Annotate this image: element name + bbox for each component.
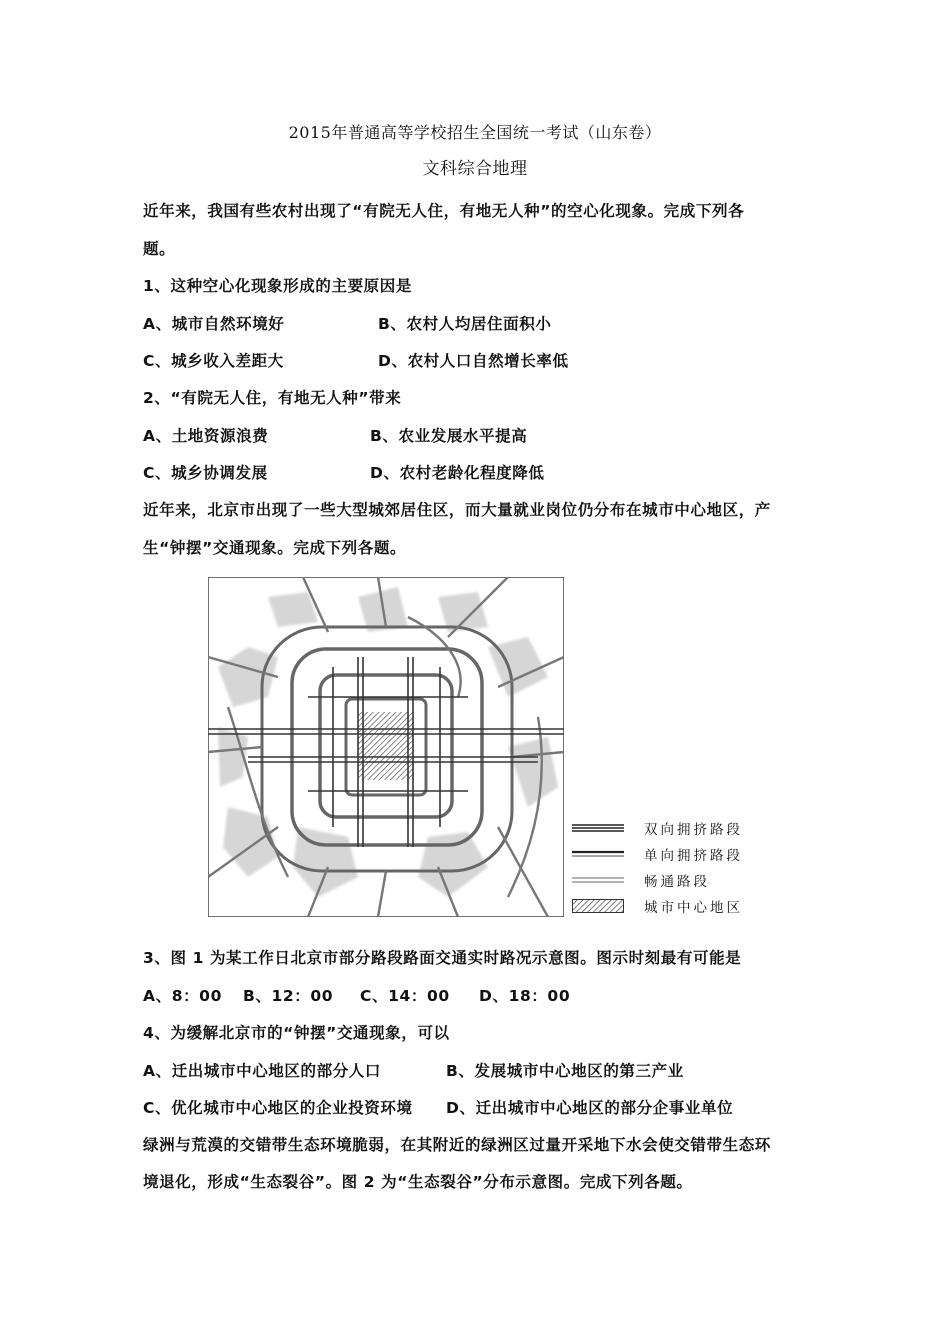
q3-option-c: C、14：00 (360, 987, 450, 1005)
legend-item-clear-road (572, 870, 782, 890)
q2-stem: 2、“有院无人住，有地无人种”带来 (143, 389, 402, 407)
q2-option-c: C、城乡协调发展 (143, 464, 268, 482)
intro1-line2: 题。 (143, 240, 176, 258)
q1-option-d: D、农村人口自然增长率低 (378, 352, 569, 370)
q2-option-a: A、土地资源浪费 (143, 427, 269, 445)
q4-option-d: D、迁出城市中心地区的部分企事业单位 (446, 1099, 734, 1117)
intro1-line1: 近年来，我国有些农村出现了“有院无人住，有地无人种”的空心化现象。完成下列各 (143, 202, 745, 220)
legend-item-two-way-congested (572, 818, 782, 838)
q2-option-d: D、农村老龄化程度降低 (370, 464, 545, 482)
exam-subtitle: 文科综合地理 (422, 159, 528, 179)
legend-item-one-way-congested (572, 844, 782, 864)
q3-option-b: B、12：00 (243, 987, 334, 1005)
q4-stem: 4、为缓解北京市的“钟摆”交通现象，可以 (143, 1024, 450, 1042)
city-center-swatch (572, 899, 624, 913)
one-way-congested-swatch (572, 848, 624, 860)
q3-option-d: D、18：00 (479, 987, 571, 1005)
intro2-line1: 近年来，北京市出现了一些大型城郊居住区，而大量就业岗位仍分布在城市中心地区，产 (143, 501, 771, 519)
q1-option-c: C、城乡收入差距大 (143, 352, 284, 370)
map-legend (572, 818, 782, 918)
intro3-line1: 绿洲与荒漠的交错带生态环境脆弱，在其附近的绿洲区过量开采地下水会使交错带生态环 (143, 1136, 771, 1154)
exam-title: 2015年普通高等学校招生全国统一考试（山东卷） (288, 123, 662, 142)
legend-label: 城市中心地区 (644, 900, 743, 916)
q3-stem: 3、图 1 为某工作日北京市部分路段路面交通实时路况示意图。图示时刻最有可能是 (143, 949, 742, 967)
legend-item-city-center (572, 896, 782, 916)
q4-option-a: A、迁出城市中心地区的部分人口 (143, 1062, 381, 1080)
legend-label: 畅通路段 (644, 874, 710, 890)
beijing-traffic-map (208, 577, 564, 917)
q4-option-b: B、发展城市中心地区的第三产业 (446, 1062, 684, 1080)
two-way-congested-swatch (572, 822, 624, 834)
intro2-line2: 生“钟摆”交通现象。完成下列各题。 (143, 539, 407, 557)
q3-option-a: A、8：00 (143, 987, 222, 1005)
q2-option-b: B、农业发展水平提高 (370, 427, 528, 445)
q1-option-b: B、农村人均居住面积小 (378, 315, 552, 333)
q1-stem: 1、这种空心化现象形成的主要原因是 (143, 277, 412, 295)
q4-option-c: C、优化城市中心地区的企业投资环境 (143, 1099, 413, 1117)
legend-label: 单向拥挤路段 (644, 848, 743, 864)
city-center-area (358, 712, 414, 780)
q1-option-a: A、城市自然环境好 (143, 315, 285, 333)
intro3-line2: 境退化，形成“生态裂谷”。图 2 为“生态裂谷”分布示意图。完成下列各题。 (143, 1173, 693, 1191)
legend-label: 双向拥挤路段 (644, 822, 743, 838)
clear-road-swatch (572, 874, 624, 886)
